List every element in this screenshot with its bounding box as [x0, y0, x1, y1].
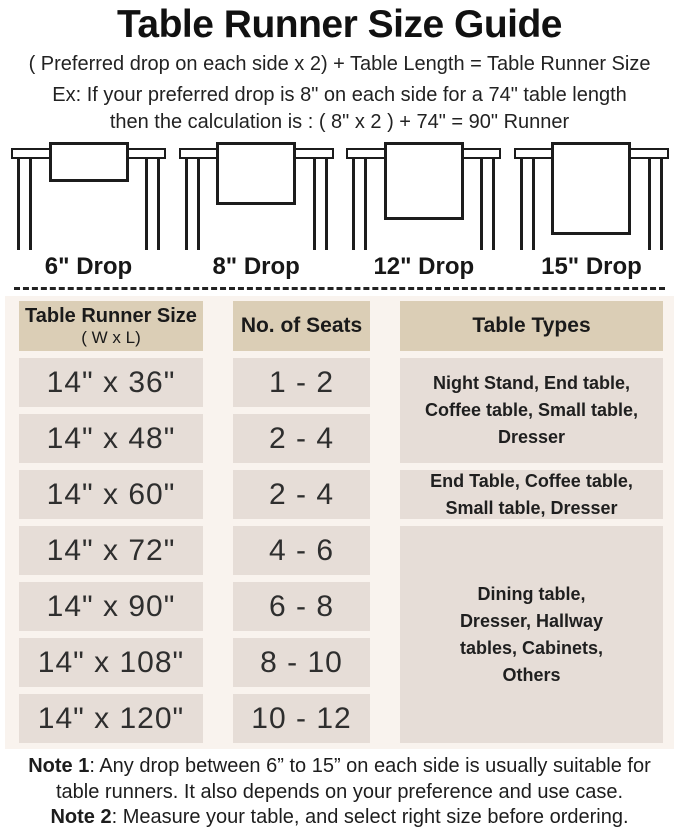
- table-illustration-15in-drop: [514, 139, 669, 281]
- table-leg-right: [145, 158, 160, 250]
- notes-section: [0, 754, 679, 831]
- table-leg-right: [648, 158, 663, 250]
- table-leg-right: [313, 158, 328, 250]
- table-illustration-8in-drop: [179, 139, 334, 281]
- seats-cell: 8 - 10: [233, 638, 370, 687]
- size-cell: 14" x 72": [19, 526, 203, 575]
- drop-label: 15" Drop: [541, 253, 642, 280]
- size-table-panel: [5, 296, 674, 749]
- table-illustration-12in-drop: [346, 139, 501, 281]
- size-cell: 14" x 48": [19, 414, 203, 463]
- size-table-grid: [19, 301, 663, 743]
- note-1-text-line-1: : Any drop between 6” to 15” on each side is usually suitable for: [89, 755, 651, 777]
- table-types-text: End Table, Coffee table, Small table, Dresser: [430, 470, 633, 518]
- table-types-cell: [400, 526, 663, 743]
- note-2-text: : Measure your table, and select right size before ordering.: [111, 806, 629, 828]
- seats-cell: 6 - 8: [233, 582, 370, 631]
- column-header-types: Table Types: [400, 301, 663, 351]
- table-types-text: Dining table, Dresser, Hallway tables, Cabinets, Others: [459, 583, 604, 685]
- runner-shape: [216, 142, 296, 205]
- example-line-1: Ex: If your preferred drop is 8" on each side for a 74" table length: [52, 84, 627, 106]
- drop-illustrations-row: [0, 139, 679, 281]
- drop-label: 12" Drop: [373, 253, 475, 280]
- table-runner-size-guide: [0, 2, 679, 831]
- table-types-text: Night Stand, End table, Coffee table, Small table, Dresser: [424, 373, 639, 447]
- runner-shape: [49, 142, 129, 182]
- note-2: [0, 805, 679, 831]
- seats-cell: 4 - 6: [233, 526, 370, 575]
- size-cell: 14" x 120": [19, 694, 203, 743]
- table-drawing: [346, 139, 501, 250]
- column-header-size-subtitle: ( W x L): [81, 327, 141, 347]
- table-leg-left: [520, 158, 535, 250]
- size-cell: 14" x 90": [19, 582, 203, 631]
- note-1: [0, 754, 679, 805]
- column-header-size-title: Table Runner Size: [25, 304, 197, 327]
- note-1-text-line-2: table runners. It also depends on your preference and use case.: [55, 780, 624, 803]
- note-1-label: Note 1: [28, 755, 90, 777]
- table-leg-right: [480, 158, 495, 250]
- seats-cell: 1 - 2: [233, 358, 370, 407]
- seats-cell: 2 - 4: [233, 470, 370, 519]
- table-types-cell: [400, 470, 663, 519]
- drop-label: 8" Drop: [212, 253, 300, 280]
- formula-line: ( Preferred drop on each side x 2) + Table Length = Table Runner Size: [28, 53, 651, 75]
- table-types-cell: [400, 358, 663, 463]
- size-cell: 14" x 108": [19, 638, 203, 687]
- example-line-2: then the calculation is : ( 8" x 2 ) + 74" = 90" Runner: [109, 111, 570, 133]
- dashed-divider: [14, 287, 665, 290]
- runner-shape: [384, 142, 464, 220]
- note-2-label: Note 2: [50, 806, 112, 828]
- size-cell: 14" x 60": [19, 470, 203, 519]
- column-header-size: [19, 301, 203, 351]
- drop-label: 6" Drop: [44, 253, 133, 280]
- table-leg-left: [352, 158, 367, 250]
- table-illustration-6in-drop: [11, 139, 166, 281]
- runner-shape: [551, 142, 631, 235]
- table-drawing: [11, 139, 166, 250]
- seats-cell: 2 - 4: [233, 414, 370, 463]
- table-leg-left: [185, 158, 200, 250]
- column-header-seats: No. of Seats: [233, 301, 370, 351]
- table-leg-left: [17, 158, 32, 250]
- table-drawing: [179, 139, 334, 250]
- size-cell: 14" x 36": [19, 358, 203, 407]
- page-title: Table Runner Size Guide: [116, 3, 563, 46]
- table-drawing: [514, 139, 669, 250]
- seats-cell: 10 - 12: [233, 694, 370, 743]
